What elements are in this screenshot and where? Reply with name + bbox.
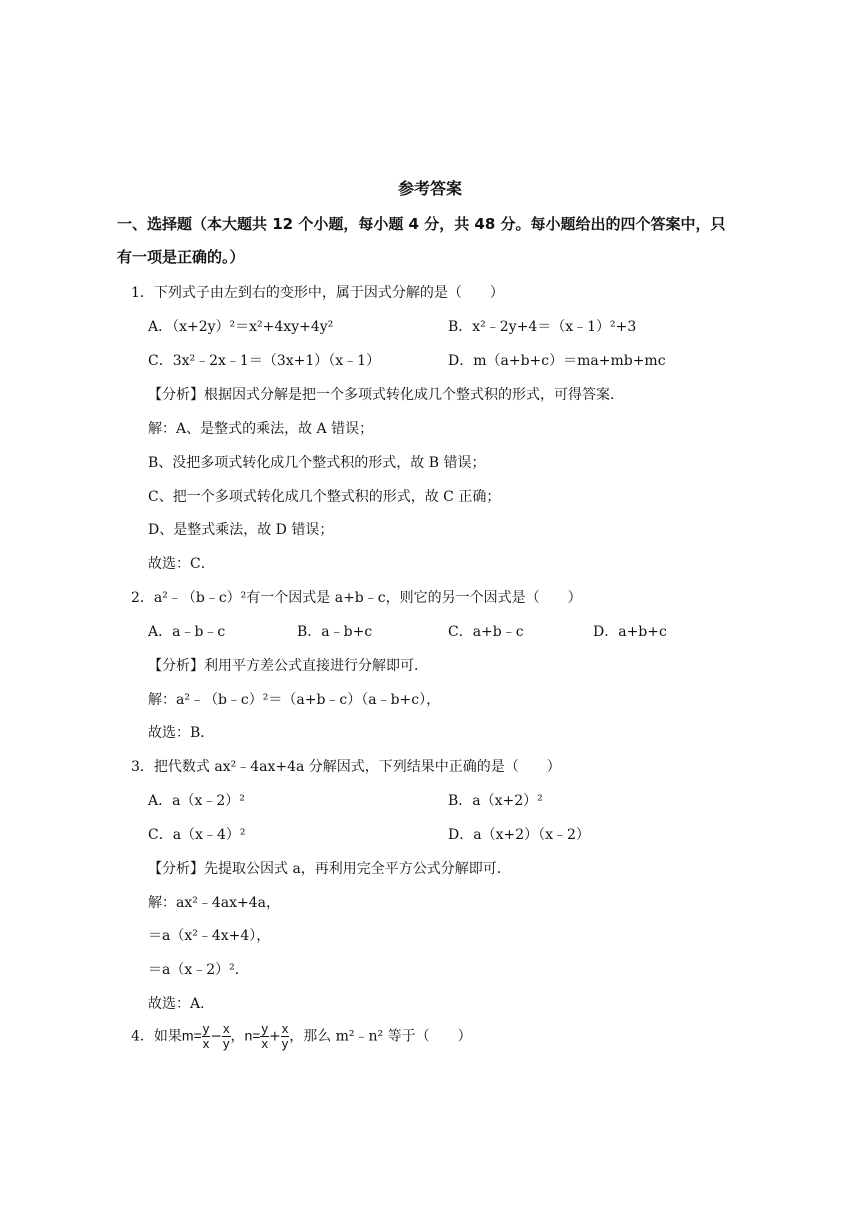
q4-plus: + [268, 1028, 281, 1045]
q1-solution-line4: D、是整式乘法，故 D 错误； [148, 522, 334, 538]
q2-solution: 解：a²﹣（b﹣c）²＝（a+b﹣c）（a﹣b+c）， [148, 692, 441, 708]
q1-solution-line1: 解：A、是整式的乘法，故 A 错误； [148, 421, 374, 437]
q1-option-d: D．m（a+b+c）＝ma+mb+mc [448, 353, 666, 369]
section-heading-line2: 有一项是正确的。） [117, 248, 245, 266]
q3-option-a: A．a（x﹣2）² [148, 793, 245, 809]
q2-stem: 2．a²﹣（b﹣c）²有一个因式是 a+b﹣c，则它的另一个因式是（ ） [131, 590, 582, 606]
q1-option-a: A．（x+2y）²＝x²+4xy+4y² [148, 319, 334, 335]
q3-option-b: B．a（x+2）² [448, 793, 543, 809]
q3-stem: 3．把代数式 ax²﹣4ax+4a 分解因式，下列结果中正确的是（ ） [131, 759, 561, 775]
q4-m-label: m= [181, 1027, 202, 1044]
q4-n-frac-1: $\frac{y}{x}$ [261, 1021, 268, 1051]
q4-n-label: n= [244, 1027, 261, 1044]
q2-option-d: D．a+b+c [593, 624, 667, 640]
section-heading-line1: 一、选择题（本大题共 12 个小题，每小题 4 分，共 48 分。每小题给出的四个答案中，只 [117, 215, 726, 233]
q4-prefix: 4．如果 [131, 1028, 182, 1045]
q2-analysis: 【分析】利用平方差公式直接进行分解即可． [148, 658, 428, 674]
q1-answer: 故选：C． [148, 556, 215, 572]
q1-option-c: C．3x²﹣2x﹣1＝（3x+1）（x﹣1） [148, 353, 381, 369]
q2-option-c: C．a+b﹣c [448, 624, 524, 640]
q1-solution-line2: B、没把多项式转化成几个整式积的形式，故 B 错误； [148, 455, 486, 471]
q3-answer: 故选：A． [148, 996, 215, 1012]
q2-option-b: B．a﹣b+c [297, 624, 373, 640]
q3-option-d: D．a（x+2）（x﹣2） [448, 827, 590, 843]
q1-option-b: B．x²﹣2y+4＝（x﹣1）²+3 [448, 319, 637, 335]
q2-answer: 故选：B． [148, 725, 215, 741]
q1-stem: 1．下列式子由左到右的变形中，属于因式分解的是（ ） [131, 285, 504, 301]
q2-option-a: A．a﹣b﹣c [148, 624, 226, 640]
q4-minus: − [210, 1028, 222, 1045]
q4-suffix: ，那么 m²﹣n² 等于（ ） [289, 1028, 472, 1045]
q3-option-c: C．a（x﹣4）² [148, 827, 246, 843]
page-title: 参考答案 [397, 179, 462, 198]
q3-solution-line1: 解：ax²﹣4ax+4a， [148, 895, 280, 911]
q4-n-frac-2: $\frac{x}{y}$ [281, 1021, 289, 1051]
q3-solution-line2: ＝a（x²﹣4x+4）， [148, 928, 271, 944]
q3-solution-line3: ＝a（x﹣2）²． [148, 962, 249, 978]
q4-m-frac-2: $\frac{x}{y}$ [223, 1021, 230, 1051]
q3-analysis: 【分析】先提取公因式 a，再利用完全平方公式分解即可． [148, 861, 511, 877]
q4-stem: 4．如果m= $\frac{y}{x}$ − $\frac{x}{y}$ ，n= $\frac{y}{x}$ + $\frac{x}{y}$ ，那么 m²﹣n² 等于（ ） [131, 1021, 472, 1051]
q4-m-frac-1: $\frac{y}{x}$ [202, 1021, 210, 1051]
q1-solution-line3: C、把一个多项式转化成几个整式积的形式，故 C 正确； [148, 489, 501, 505]
q1-analysis: 【分析】根据因式分解是把一个多项式转化成几个整式积的形式，可得答案． [148, 387, 624, 403]
